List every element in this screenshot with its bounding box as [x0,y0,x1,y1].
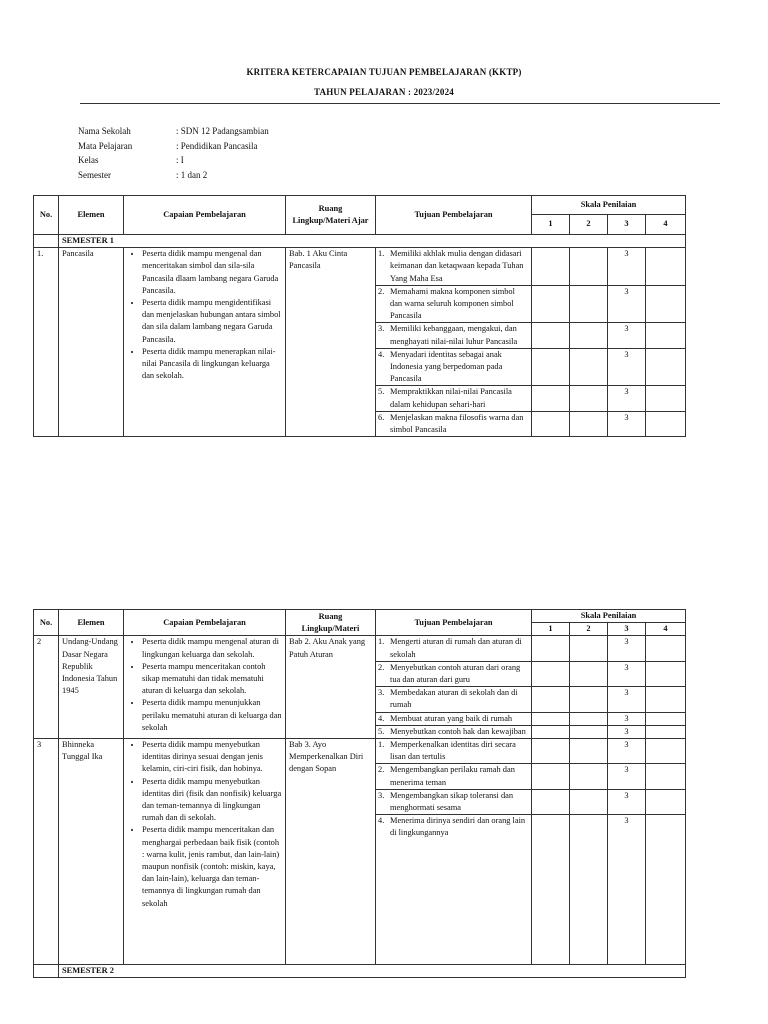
document-title: KRITERA KETERCAPAIAN TUJUAN PEMBELAJARAN (KKTP) [246,67,522,77]
tujuan-item: 3. Membedakan aturan di sekolah dan di rumah [376,687,532,712]
tujuan-item: 1. Memiliki akhlak mulia dengan didasari keimanan dan ketaqwaan kepada Tuhan Yang Maha Esa [376,248,532,286]
document-subtitle: TAHUN PELAJARAN : 2023/2024 [314,87,454,97]
info-value: : I [176,155,184,165]
tujuan-item: 1. Memperkenalkan identitas diri secara lisan dan tertulis [376,739,532,764]
row-elemen: Bhinneka Tunggal Ika [59,739,124,965]
header-skala-1: 1 [532,623,570,636]
row-ruang-lingkup: Bab. 1 Aku Cinta Pancasila [286,248,376,437]
tujuan-item: 1. Mengerti aturan di rumah dan aturan di sekolah [376,636,532,661]
tujuan-item: 4. Menerima dirinya sendiri dan orang lain di lingkungannya [376,815,532,965]
score-cell: 3 [608,687,646,712]
info-row-subject [78,139,269,154]
score-cell: 3 [608,285,646,323]
capaian-item: • Peserta didik mampu menyebutkan identitas diri (fisik dan nonfisik) keluarga dan teman-temannya di lingkungan rumah dan di sekolah. [142,776,282,825]
capaian-item: • Peserta didik mampu menunjukkan perilaku mematuhi aturan di keluarga dan sekolah [142,697,282,734]
header-capaian: Capaian Pembelajaran [124,610,286,636]
kktp-table-continued [33,609,686,978]
header-skala-2: 2 [570,623,608,636]
info-row-class [78,153,269,168]
score-cell: 3 [608,764,646,789]
tujuan-item: 2. Memahami makna komponen simbol dan warna seluruh komponen simbol Pancasila [376,285,532,323]
capaian-item: • Peserta didik mampu mengenal aturan di lingkungan keluarga dan sekolah. [142,636,282,660]
header-elemen: Elemen [59,610,124,636]
title-divider [80,103,720,104]
header-tujuan: Tujuan Pembelajaran [376,610,532,636]
school-info [78,124,269,182]
info-label: Semester [78,169,111,180]
row-capaian [124,636,286,739]
header-ruang-lingkup: Ruang Lingkup/Materi Ajar [286,196,376,235]
tujuan-item: 4. Menyadari identitas sebagai anak Indonesia yang berpedoman pada Pancasila [376,348,532,386]
capaian-item: • Peserta didik mampu mengidentifikasi dan menjelaskan hubungan antara simbol dan sila dalam lambang negara Garuda Pancasila. [142,297,282,346]
header-skala: Skala Penilaian [532,610,686,623]
capaian-item: • Peserta didik mampu mengenal dan menceritakan simbol dan sila-sila Pancasila dlaam lambang negara Garuda Pancasila. [142,248,282,297]
header-skala-4: 4 [646,623,686,636]
tujuan-item: 3. Mengembangkan sikap toleransi dan menghormati sesama [376,789,532,814]
header-capaian: Capaian Pembelajaran [124,196,286,235]
row-number: 2 [34,636,59,739]
header-skala-3: 3 [608,623,646,636]
row-ruang-lingkup: Bab 3. Ayo Memperkenalkan Diri dengan Sopan [286,739,376,965]
tujuan-item: 3. Memiliki kebanggaan, mengakui, dan menghayati nilai-nilai luhur Pancasila [376,323,532,348]
score-cell: 3 [608,248,646,286]
header-skala-1: 1 [532,215,570,235]
info-row-semester [78,168,269,183]
header-no: No. [34,196,59,235]
header-skala-2: 2 [570,215,608,235]
info-value: : 1 dan 2 [176,169,208,180]
info-value: : Pendidikan Pancasila [176,140,258,151]
row-capaian [124,739,286,965]
score-cell: 3 [608,725,646,738]
score-cell: 3 [608,323,646,348]
score-cell: 3 [608,815,646,965]
tujuan-item: 2. Menyebutkan contoh aturan dari orang tua dan aturan dari guru [376,661,532,686]
row-number: 3 [34,739,59,965]
score-cell: 3 [608,661,646,686]
score-cell: 3 [608,789,646,814]
info-row-school [78,124,269,139]
row-elemen: Pancasila [59,248,124,437]
score-cell: 3 [608,739,646,764]
info-label: Nama Sekolah [78,126,131,136]
header-skala: Skala Penilaian [532,196,686,215]
score-cell: 3 [608,636,646,661]
semester-1-label: SEMESTER 1 [59,235,686,248]
header-ruang-lingkup: Ruang Lingkup/Materi [286,610,376,636]
tujuan-item: 4. Membuat aturan yang baik di rumah [376,712,532,725]
info-value: : SDN 12 Padangsambian [176,126,269,136]
info-label: Mata Pelajaran [78,140,133,151]
header-skala-3: 3 [608,215,646,235]
row-capaian [124,248,286,437]
semester-2-label: SEMESTER 2 [59,965,686,978]
tujuan-item: 5. Mempraktikkan nilai-nilai Pancasila dalam kehidupan sehari-hari [376,386,532,411]
score-cell: 3 [608,712,646,725]
capaian-item: • Peserta didik mampu menyebutkan identitas dirinya sesuai dengan jenis kelamin, ciri-ciri fisik, dan hobinya. [142,739,282,776]
score-cell: 3 [608,411,646,436]
header-tujuan: Tujuan Pembelajaran [376,196,532,235]
score-cell: 3 [608,348,646,386]
tujuan-item: 2. Mengembangkan perilaku ramah dan menerima teman [376,764,532,789]
tujuan-item: 6. Menjelaskan makna filosofis warna dan simbol Pancasila [376,411,532,436]
score-cell: 3 [608,386,646,411]
header-skala-4: 4 [646,215,686,235]
tujuan-item: 5. Menyebutkan contoh hak dan kewajiban [376,725,532,738]
row-ruang-lingkup: Bab 2. Aku Anak yang Patuh Aturan [286,636,376,739]
capaian-item: • Peserta mampu menceritakan contoh sikap mematuhi dan tidak mematuhi aturan di keluarga dan sekolah. [142,661,282,698]
capaian-item: • Peserta didik mampu menceritakan dan menghargai perbedaan baik fisik (contoh : warna kulit, jenis rambut, dan lain-lain) maupun nonfisik (contoh: miskin, kaya, dan lain-lain), keluarga dan teman-temannya di lingkungan rumah dan sekolah [142,824,282,909]
row-number: 1. [34,248,59,437]
info-label: Kelas [78,155,99,165]
kktp-table-semester-1 [33,195,686,437]
header-no: No. [34,610,59,636]
header-elemen: Elemen [59,196,124,235]
row-elemen: Undang-Undang Dasar Negara Republik Indonesia Tahun 1945 [59,636,124,739]
capaian-item: • Peserta didik mampu menerapkan nilai-nilai Pancasila di lingkungan keluarga dan sekolah. [142,346,282,383]
